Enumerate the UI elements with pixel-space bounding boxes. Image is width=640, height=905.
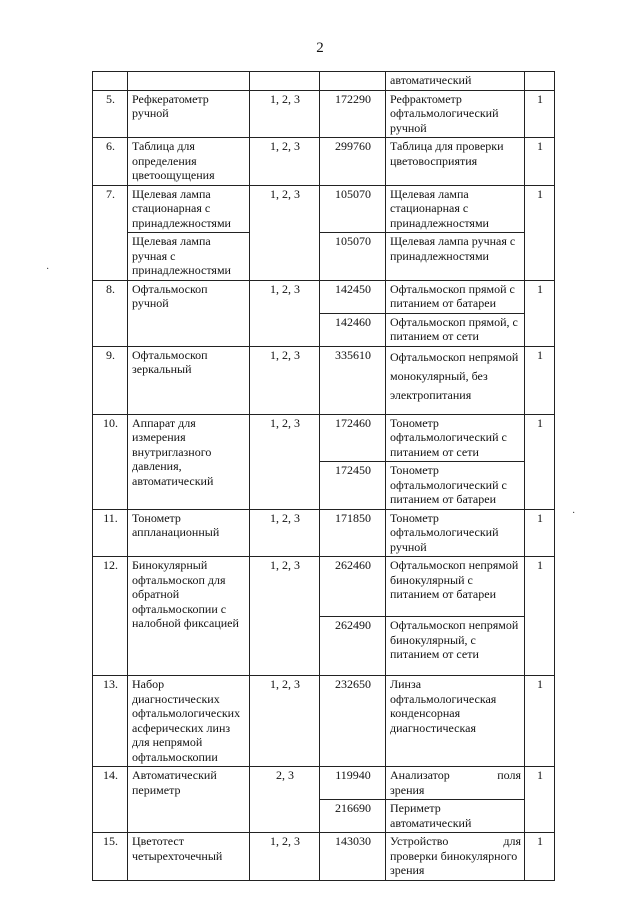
code-cell: 262460: [320, 557, 386, 617]
device-word: зрения: [390, 782, 425, 797]
code-cell: 216690: [320, 800, 386, 833]
category-cell: 1, 2, 3: [250, 676, 320, 767]
item-name: Набор диагностических офтальмологических асферических линз для непрямой офтальмоскопии: [128, 676, 250, 767]
item-name: Рефкератометр ручной: [128, 90, 250, 138]
code-cell: 172460: [320, 414, 386, 462]
code-cell: 172290: [320, 90, 386, 138]
category-cell: 1, 2, 3: [250, 90, 320, 138]
item-name: Тонометр аппланационный: [128, 509, 250, 557]
category-cell: 2, 3: [250, 767, 320, 833]
code-cell: 335610: [320, 346, 386, 414]
row-number: 11.: [93, 509, 128, 557]
category-cell: 1, 2, 3: [250, 138, 320, 186]
item-name: Автоматический периметр: [128, 767, 250, 833]
code-cell: 105070: [320, 233, 386, 281]
device-cell: [386, 767, 525, 800]
quantity-cell: 1: [525, 280, 555, 346]
table-row: [93, 676, 555, 767]
row-number: 5.: [93, 90, 128, 138]
code-cell: 142460: [320, 313, 386, 346]
scan-speck: ·: [46, 264, 50, 275]
page-number: 2: [316, 40, 324, 56]
category-cell: 1, 2, 3: [250, 346, 320, 414]
table-row: [93, 138, 555, 186]
quantity-cell: 1: [525, 676, 555, 767]
code-cell: 171850: [320, 509, 386, 557]
table-row: [93, 280, 555, 313]
category-cell: 1, 2, 3: [250, 509, 320, 557]
code-cell: 262490: [320, 617, 386, 676]
row-number: 7.: [93, 185, 128, 280]
code-cell: 105070: [320, 185, 386, 233]
device-cell: Тонометр офтальмологический ручной: [386, 509, 525, 557]
code-cell: 142450: [320, 280, 386, 313]
table-row: [93, 233, 555, 281]
quantity-cell: 1: [525, 414, 555, 509]
device-cell: Офтальмоскоп непрямой бинокулярный с питанием от батареи: [386, 557, 525, 617]
device-cell: автоматический: [386, 72, 525, 91]
code-cell: 143030: [320, 833, 386, 881]
row-number: 15.: [93, 833, 128, 881]
device-cell: Периметр автоматический: [386, 800, 525, 833]
device-word: поля: [497, 768, 521, 782]
device-cell: Таблица для проверки цветовосприятия: [386, 138, 525, 186]
device-cell: [386, 833, 525, 881]
device-word: для: [503, 834, 521, 848]
code-cell: 172450: [320, 462, 386, 510]
device-cell: Тонометр офтальмологический с питанием от батареи: [386, 462, 525, 510]
row-number: 6.: [93, 138, 128, 186]
item-name: Бинокулярный офтальмоскоп для обратной офтальмоскопии с налобной фиксацией: [128, 557, 250, 676]
device-word: Устройство: [390, 834, 449, 848]
device-cell: Щелевая лампа ручная с принадлежностями: [386, 233, 525, 281]
device-word: проверки бинокулярного зрения: [390, 848, 518, 877]
table-row: [93, 90, 555, 138]
table-row: [93, 346, 555, 414]
item-name: Таблица для определения цветоощущения: [128, 138, 250, 186]
device-cell: Тонометр офтальмологический с питанием от сети: [386, 414, 525, 462]
device-cell: Офтальмоскоп прямой с питанием от батареи: [386, 280, 525, 313]
item-name: Офтальмоскоп зеркальный: [128, 346, 250, 414]
device-cell: Щелевая лампа стационарная с принадлежностями: [386, 185, 525, 233]
row-number: 10.: [93, 414, 128, 509]
quantity-cell: 1: [525, 90, 555, 138]
category-cell: 1, 2, 3: [250, 557, 320, 676]
device-cell: Офтальмоскоп непрямой бинокулярный, с питанием от сети: [386, 617, 525, 676]
item-name: Цветотест четырехточечный: [128, 833, 250, 881]
device-word: Анализатор: [390, 768, 450, 782]
row-number: 9.: [93, 346, 128, 414]
code-cell: 299760: [320, 138, 386, 186]
category-cell: 1, 2, 3: [250, 414, 320, 509]
equipment-table: [92, 71, 555, 881]
item-name: Щелевая лампа стационарная с принадлежностями: [128, 185, 250, 233]
device-cell: Офтальмоскоп непрямой монокулярный, без электропитания: [386, 346, 525, 414]
row-number: 12.: [93, 557, 128, 676]
quantity-cell: 1: [525, 833, 555, 881]
table-row-carryover: [93, 72, 555, 91]
device-cell: Линза офтальмологическая конденсорная диагностическая: [386, 676, 525, 767]
quantity-cell: 1: [525, 509, 555, 557]
table-row: [93, 557, 555, 617]
table-row: [93, 414, 555, 462]
code-cell: 232650: [320, 676, 386, 767]
code-cell: 119940: [320, 767, 386, 800]
quantity-cell: 1: [525, 185, 555, 280]
row-number: 8.: [93, 280, 128, 346]
item-name: Офтальмоскоп ручной: [128, 280, 250, 346]
quantity-cell: 1: [525, 557, 555, 676]
row-number: 14.: [93, 767, 128, 833]
table-row: [93, 767, 555, 800]
category-cell: 1, 2, 3: [250, 833, 320, 881]
item-name: Щелевая лампа ручная с принадлежностями: [128, 233, 250, 281]
category-cell: 1, 2, 3: [250, 185, 320, 280]
table-row: [93, 833, 555, 881]
quantity-cell: 1: [525, 767, 555, 833]
quantity-cell: 1: [525, 138, 555, 186]
category-cell: 1, 2, 3: [250, 280, 320, 346]
quantity-cell: 1: [525, 346, 555, 414]
row-number: 13.: [93, 676, 128, 767]
scan-speck: ·: [572, 508, 576, 519]
device-cell: Офтальмоскоп прямой, с питанием от сети: [386, 313, 525, 346]
table-row: [93, 185, 555, 233]
table-row: [93, 509, 555, 557]
device-cell: Рефрактометр офтальмологический ручной: [386, 90, 525, 138]
item-name: Аппарат для измерения внутриглазного давления, автоматический: [128, 414, 250, 509]
